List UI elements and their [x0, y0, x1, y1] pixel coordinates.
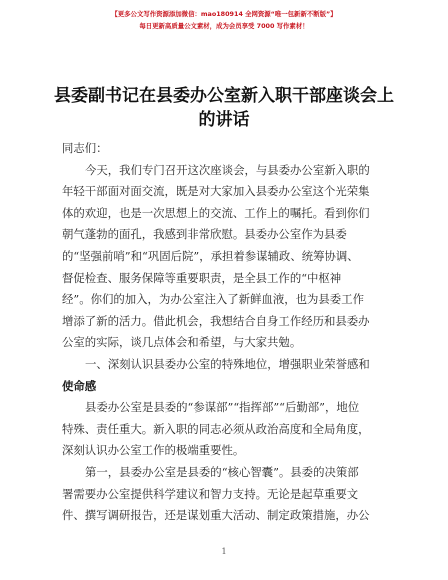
paragraph-line: 特殊、责任重大。新入职的同志必须从政治高度和全局角度，	[62, 421, 370, 436]
paragraph-line: 件、撰写调研报告，还是谋划重大活动、制定政策措施，办公	[62, 508, 370, 523]
document-title-line-1: 县委副书记在县委办公室新入职干部座谈会上	[54, 86, 394, 106]
page-number: 1	[221, 547, 227, 556]
paragraph-line: 经”。你们的加入，为办公室注入了新鲜血液，也为县委工作	[62, 292, 364, 307]
paragraph-line: 深刻认识办公室工作的极端重要性。	[62, 443, 245, 458]
salutation: 同志们：	[62, 141, 108, 155]
paragraph-line: 公室的实际，谈几点体会和希望，与大家共勉。	[62, 335, 302, 350]
promo-banner-line-1: 【更多公文写作资源添加微信：mao180914 全网资源“唯一包新新不断版”】	[111, 10, 337, 18]
section-heading-line: 使命感	[62, 378, 97, 393]
paragraph-line: 县委办公室是县委的“参谋部”“指挥部”“后勤部”，地位	[85, 400, 360, 415]
paragraph-line: 今天，我们专门召开这次座谈会，与县委办公室新入职的	[85, 162, 370, 177]
paragraph-line: 署需要办公室提供科学建议和智力支持。无论是起草重要文	[62, 486, 359, 501]
paragraph-line: 增添了新的活力。借此机会，我想结合自身工作经历和县委办	[62, 313, 370, 328]
paragraph-line: 一、深刻认识县委办公室的特殊地位，增强职业荣誉感和	[85, 356, 370, 371]
paragraph-line: 第一，县委办公室是县委的“核心智囊”。县委的决策部	[85, 464, 359, 479]
paragraph-line: 年轻干部面对面交流，既是对大家加入县委办公室这个光荣集	[62, 184, 370, 199]
document-body	[62, 138, 392, 527]
paragraph-line: 的“坚强前哨”和“巩固后院”，承担着参谋辅政、统筹协调、	[62, 248, 359, 263]
document-title-line-2: 的讲话	[198, 110, 250, 130]
paragraph-line: 朝气蓬勃的面孔，我感到非常欣慰。县委办公室作为县委	[62, 227, 347, 242]
document-title	[40, 84, 408, 132]
body-lines	[62, 160, 392, 527]
paragraph-line: 督促检查、服务保障等重要职责，是全县工作的“中枢神	[62, 270, 342, 285]
paragraph-line: 体的欢迎，也是一次思想上的交流、工作上的嘱托。看到你们	[62, 205, 370, 220]
promo-banner-line-2: 每日更新高质量公文素材，成为会员享受 7000 写作素材！	[139, 22, 309, 30]
